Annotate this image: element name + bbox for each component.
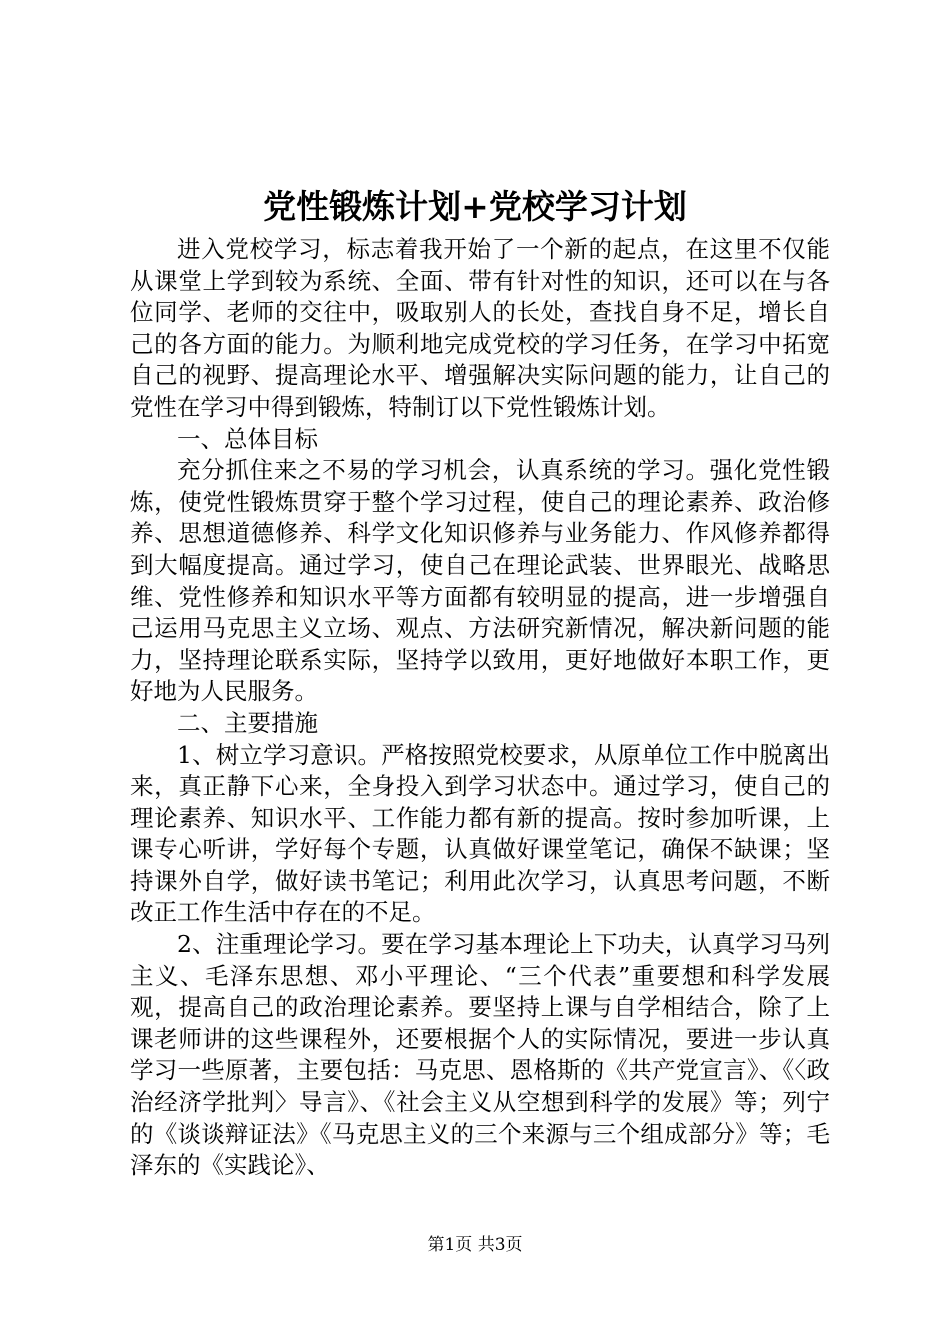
page-number-footer: 第1页 共3页 bbox=[427, 1235, 523, 1255]
intro-paragraph: 进入党校学习，标志着我开始了一个新的起点，在这里不仅能从课堂上学到较为系统、全面、带有针对性的知识，还可以在与各位同学、老师的交往中，吸取别人的长处，查找自身不足，增长自己的各方面的能力。为顺利地完成党校的学习任务，在学习中拓宽自己的视野、提高理论水平、增强解决实际问题的能力，让自己的党性在学习中得到锻炼，特制订以下党性锻炼计划。 bbox=[130, 235, 830, 421]
overall-goal-paragraph: 充分抓住来之不易的学习机会，认真系统的学习。强化党性锻炼，使党性锻炼贯穿于整个学习过程，使自己的理论素养、政治修养、思想道德修养、科学文化知识修养与业务能力、作风修养都得到大幅度提高。通过学习，使自己在理论武装、世界眼光、战略思维、党性修养和知识水平等方面都有较明显的提高，进一步增强自己运用马克思主义立场、观点、方法研究新情况，解决新问题的能力，坚持理论联系实际，坚持学以致用，更好地做好本职工作，更好地为人民服务。 bbox=[130, 456, 830, 706]
section-heading-main-measures: 二、主要措施 bbox=[177, 708, 318, 737]
page-title: 党性锻炼计划+党校学习计划 bbox=[263, 187, 687, 226]
section-heading-overall-goal: 一、总体目标 bbox=[177, 424, 318, 453]
document-body bbox=[130, 234, 830, 1182]
measure-item-2: 2、注重理论学习。要在学习基本理论上下功夫，认真学习马列主义、毛泽东思想、邓小平理论、“三个代表”重要想和科学发展观，提高自己的政治理论素养。要坚持上课与自学相结合，除了上课老师讲的这些课程外，还要根据个人的实际情况，要进一步认真学习一些原著，主要包括：马克思、恩格斯的《共产党宣言》、《〈政治经济学批判〉导言》、《社会主义从空想到科学的发展》等；列宁的《谈谈辩证法》《马克思主义的三个来源与三个组成部分》等；毛泽东的《实践论》、 bbox=[130, 930, 830, 1180]
measure-item-1: 1、树立学习意识。严格按照党校要求，从原单位工作中脱离出来，真正静下心来，全身投入到学习状态中。通过学习，使自己的理论素养、知识水平、工作能力都有新的提高。按时参加听课，上课专心听讲，学好每个专题，认真做好课堂笔记，确保不缺课；坚持课外自学，做好读书笔记；利用此次学习，认真思考问题，不断改正工作生活中存在的不足。 bbox=[130, 740, 830, 927]
